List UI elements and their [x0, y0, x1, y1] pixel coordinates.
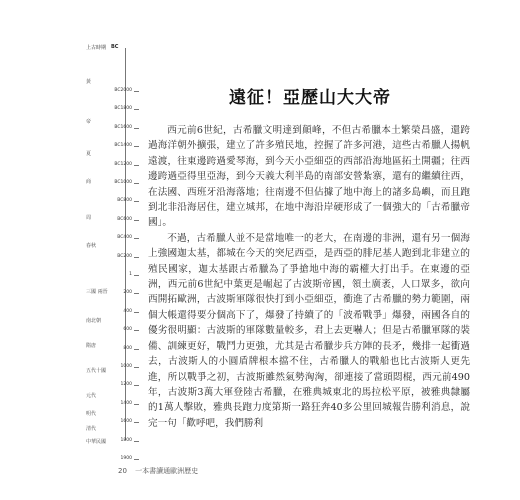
timeline-tick: 1800 [106, 438, 132, 443]
page-footer [118, 466, 198, 476]
chapter-title: 遠征！亞歷山大大帝 [229, 88, 391, 108]
timeline-era: 五代十國 [86, 368, 107, 374]
timeline-tick: 1400 [106, 401, 132, 406]
timeline-era: 春秋 [86, 243, 97, 249]
timeline-era: 周 [86, 215, 92, 221]
timeline-tick: 800 [106, 346, 132, 351]
timeline-tick: BC200 [106, 254, 132, 259]
timeline-tick: BC1200 [106, 162, 132, 167]
timeline-tick: 1200 [106, 382, 132, 387]
book-title: 一本書讀通歐洲歷史 [135, 467, 199, 475]
timeline-top-label: 上古時期 [86, 45, 107, 51]
timeline-tick: 1 [106, 272, 132, 277]
timeline-era: 三國 兩晉 [86, 289, 108, 295]
timeline-tick: BC400 [106, 235, 132, 240]
timeline-era: 隋唐 [86, 343, 97, 349]
timeline-tick: 1900 [106, 456, 132, 461]
timeline-era: 元代 [86, 393, 97, 399]
timeline-tick: BC1400 [106, 143, 132, 148]
body-text [148, 123, 470, 431]
paragraph: 不過，古希臘人並不是當地唯一的老大，在南邊的非洲，還有另一個海上強國迦太基，都城在今天的突尼西亞，是西亞的腓尼基人跑到北非建立的殖民國家，迦太基跟古希臘為了爭搶地中海的霸權大打出手。在東邊的亞洲，西元前6世紀中葉更是崛起了古波斯帝國，領土廣袤，人口眾多，欲向西開拓歐洲，古波斯軍隊很快打到小亞細亞，衝進了古希臘的勢力範圍，兩個大帳還得要分個高下了，爆發了持續了的「波希戰爭」爆發，兩國各自的優劣很明顯：古波斯的軍隊數量較多，君上去更嚇人；但是古希臘軍隊的裝備、訓練更好，戰鬥力更強，尤其是古希臘步兵方陣的長矛，幾排一起衝過去，古波斯人的小圓盾牌根本擋不住，古希臘人的戰船也比古波斯人更先進，所以戰爭之初，古波斯雖然氣勢洶洶，卻連接了當頭悶棍，西元前490年，古波斯3萬大軍登陸古希臘，在雅典城東北的馬拉松平原，被雅典隸屬的1萬人擊敗，雅典長跑力度第斯一路狂奔40多公里回城報告勝利消息，說完一句「歡呼吧，我們勝利 [148, 232, 470, 429]
timeline-tick: BC800 [106, 198, 132, 203]
timeline-sidebar [86, 44, 132, 461]
timeline-era: 帝 [86, 119, 92, 125]
timeline-era: 黃 [86, 79, 92, 85]
timeline-tick: 1000 [106, 364, 132, 369]
timeline-tick: BC1000 [106, 180, 132, 185]
timeline-tick: BC1800 [106, 106, 132, 111]
timeline-tick: BC1600 [106, 125, 132, 130]
timeline-era: 商 [86, 179, 92, 185]
timeline-era: 清代 [86, 426, 97, 432]
timeline-tick: 400 [106, 309, 132, 314]
timeline-bc-label: BC [111, 44, 119, 50]
timeline-era: 中華民國 [86, 439, 107, 445]
paragraph: 西元前6世紀，古希臘文明達到顛峰，不但古希臘本土繁榮昌盛，還跨過海洋朝外擴張，建立了許多殖民地，控握了許多河港，這些古希臘人揚帆遠渡，往東邊跨過愛琴海，到今天小亞細亞的西部沿海地區拓土開疆；往西邊跨過亞得里亞海，到今天義大利半島的南部安營紮寨，還有的繼續往西，在法國、西班牙沿海落地；往南邊不但佔據了地中海上的諸多島嶼，而且跑到北非沿海居住，建立城邦，在地中海沿岸硬形成了一個強大的「古希臘帝國」。 [148, 125, 470, 229]
timeline-tick: 1600 [106, 419, 132, 424]
timeline-era: 南北朝 [86, 318, 102, 324]
timeline-tick: 200 [106, 290, 132, 295]
timeline-era: 明代 [86, 411, 97, 417]
timeline-era: 夏 [86, 151, 92, 157]
timeline-tick: 600 [106, 327, 132, 332]
timeline-tick: BC600 [106, 217, 132, 222]
timeline-tick: BC2000 [106, 88, 132, 93]
page-number: 20 [118, 467, 127, 475]
